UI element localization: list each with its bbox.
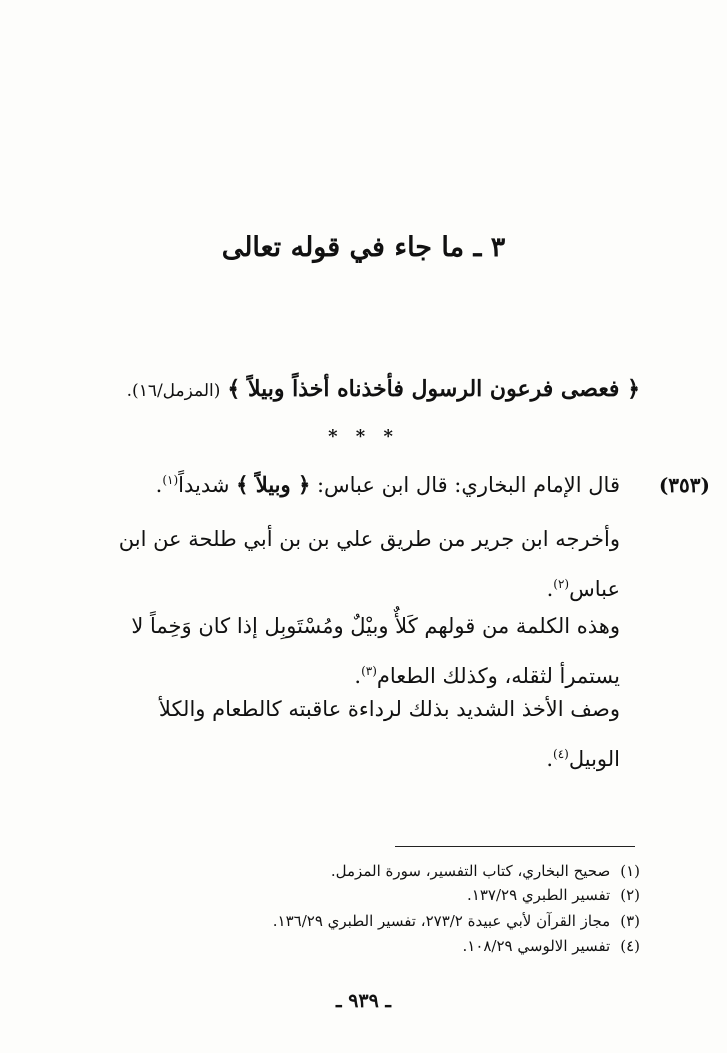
page-number: ـ ٩٣٩ ـ <box>336 990 391 1012</box>
paragraph-end: . <box>155 473 163 497</box>
paragraph-end: . <box>354 664 362 688</box>
footnote-text: صحيح البخاري، كتاب التفسير، سورة المزمل. <box>330 862 611 880</box>
quran-word: ﴿ وبيلاً ﴾ <box>236 472 311 497</box>
footnote-number: (٢) <box>620 886 640 904</box>
paragraph-text: وأخرجه ابن جرير من طريق علي بن بن أبي طلحة عن ابن عباس <box>118 527 620 601</box>
quran-verse <box>120 376 640 402</box>
footnote-ref: (٣) <box>361 664 377 678</box>
footnote-1 <box>200 860 640 882</box>
paragraph-text: قال الإمام البخاري: قال ابن عباس: <box>310 473 620 497</box>
footnote-text: مجاز القرآن لأبي عبيدة ٢٧٣/٢، تفسير الطبري ١٣٦/٢٩. <box>272 912 611 930</box>
chapter-title: ٣ ـ ما جاء في قوله تعالى <box>221 232 506 263</box>
footnote-ref: (٤) <box>553 747 569 761</box>
paragraph-end: . <box>546 747 553 771</box>
footnote-text: تفسير الالوسي ١٠٨/٢٩. <box>462 937 611 955</box>
paragraph-2 <box>80 514 620 614</box>
hadith-number: (٣٥٣) <box>658 473 710 497</box>
footnote-number: (٣) <box>620 912 640 930</box>
footnote-4 <box>200 935 640 957</box>
footnote-ref: (١) <box>162 473 179 487</box>
paragraph-1 <box>80 460 620 510</box>
footnote-ref: (٢) <box>553 577 570 591</box>
footnote-divider <box>395 846 635 847</box>
paragraph-text: وهذه الكلمة من قولهم كَلأٌ وبيْلٌ ومُسْتَوبِل إذا كان وَخِماً لا يستمرأ لثقله، وكذلك الطعام <box>131 614 620 688</box>
footnote-3 <box>200 910 640 932</box>
paragraph-4 <box>80 684 620 784</box>
footnote-number: (٤) <box>620 937 640 955</box>
verse-text: ﴿ فعصى فرعون الرسول فأخذناه أخذاً وبيلاً ﴾ <box>227 376 640 402</box>
footnote-number: (١) <box>620 862 640 880</box>
paragraph-text: وصف الأخذ الشديد بذلك لرداءة عاقبته كالطعام والكلأ الوبيل <box>158 697 620 771</box>
section-separator: * * * <box>328 426 399 447</box>
footnote-2 <box>200 884 640 906</box>
paragraph-end: . <box>546 577 554 601</box>
verse-reference: (المزمل/١٦). <box>126 381 221 401</box>
paragraph-text: شديداً <box>178 473 237 497</box>
footnote-text: تفسير الطبري ١٣٧/٢٩. <box>467 886 611 904</box>
